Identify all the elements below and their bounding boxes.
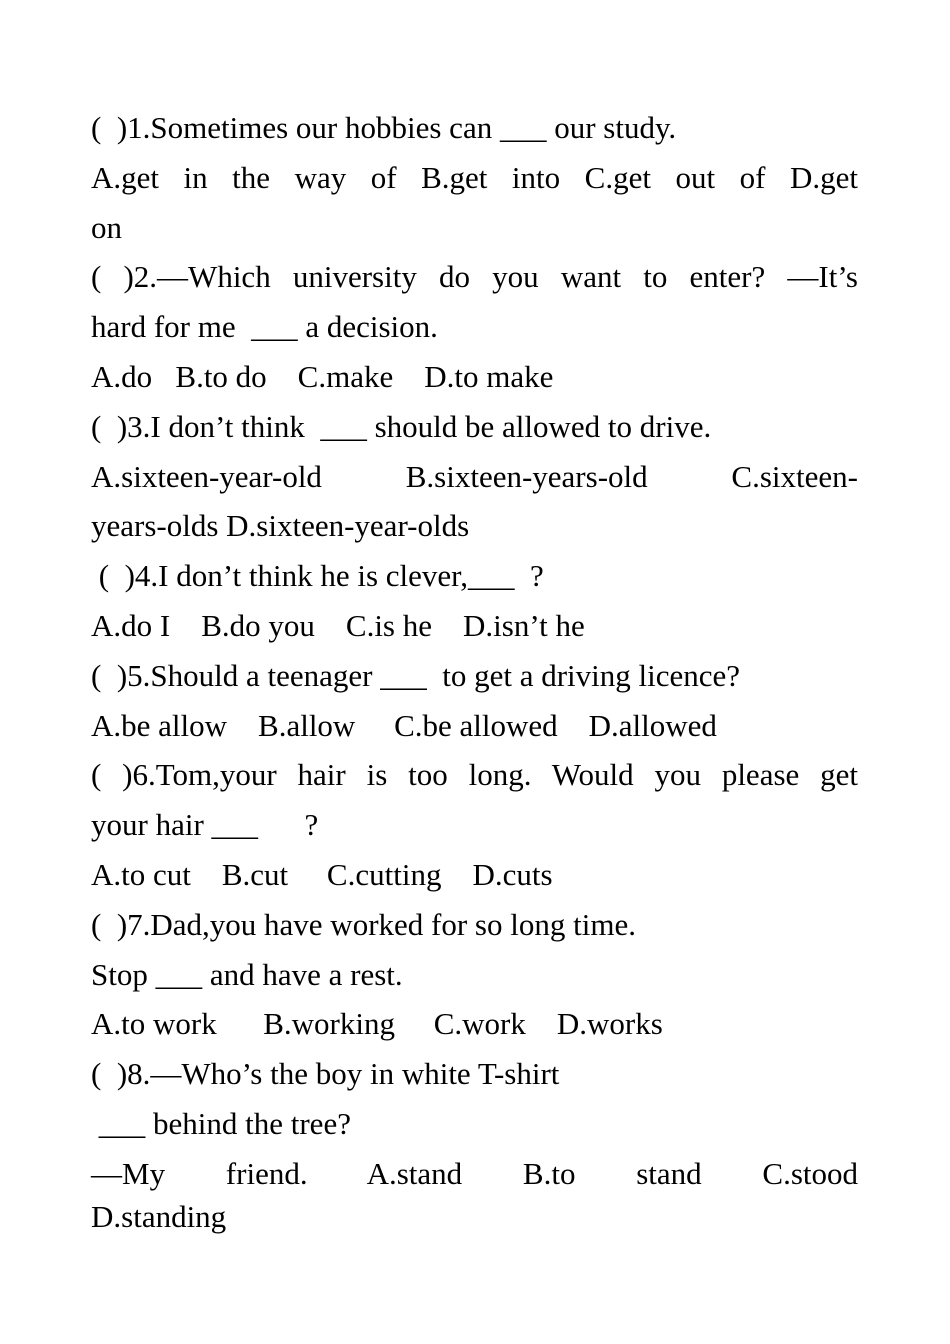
q2-stem-cont: hard for me ___ a decision. [91,309,438,345]
q3-options: A.sixteen-year-old B.sixteen-years-old C.sixteen- [91,458,858,494]
q7-stem-cont: Stop ___ and have a rest. [91,956,403,992]
exercise-page [91,103,858,1248]
q6-stem: ( )6.Tom,your hair is too long. Would you please get [91,757,858,793]
q1-options-cont: on [91,209,122,245]
q6-stem-cont: your hair ___ ? [91,807,319,843]
q5-options: A.be allow B.allow C.be allowed D.allowed [91,707,717,743]
q4-options: A.do I B.do you C.is he D.isn’t he [91,607,585,643]
q8-options-cont: D.standing [91,1198,227,1234]
q8-options: —My friend. A.stand B.to stand C.stood [91,1155,858,1191]
q8-stem: ( )8.—Who’s the boy in white T-shirt [91,1056,560,1092]
q3-stem: ( )3.I don’t think ___ should be allowed to drive. [91,408,712,444]
q1-stem: ( )1.Sometimes our hobbies can ___ our study. [91,110,677,145]
q2-stem: ( )2.—Which university do you want to enter? —It’s [91,259,858,295]
q2-options: A.do B.to do C.make D.to make [91,358,554,394]
q1-options: A.get in the way of B.get into C.get out of D.get [91,159,858,195]
q8-stem-cont: ___ behind the tree? [91,1105,351,1141]
q7-stem: ( )7.Dad,you have worked for so long time. [91,906,636,942]
q4-stem: ( )4.I don’t think he is clever,___ ? [91,558,544,594]
q5-stem: ( )5.Should a teenager ___ to get a driving licence? [91,657,741,693]
q6-options: A.to cut B.cut C.cutting D.cuts [91,856,553,892]
q3-options-cont: years-olds D.sixteen-year-olds [91,508,470,544]
q7-options: A.to work B.working C.work D.works [91,1006,663,1042]
